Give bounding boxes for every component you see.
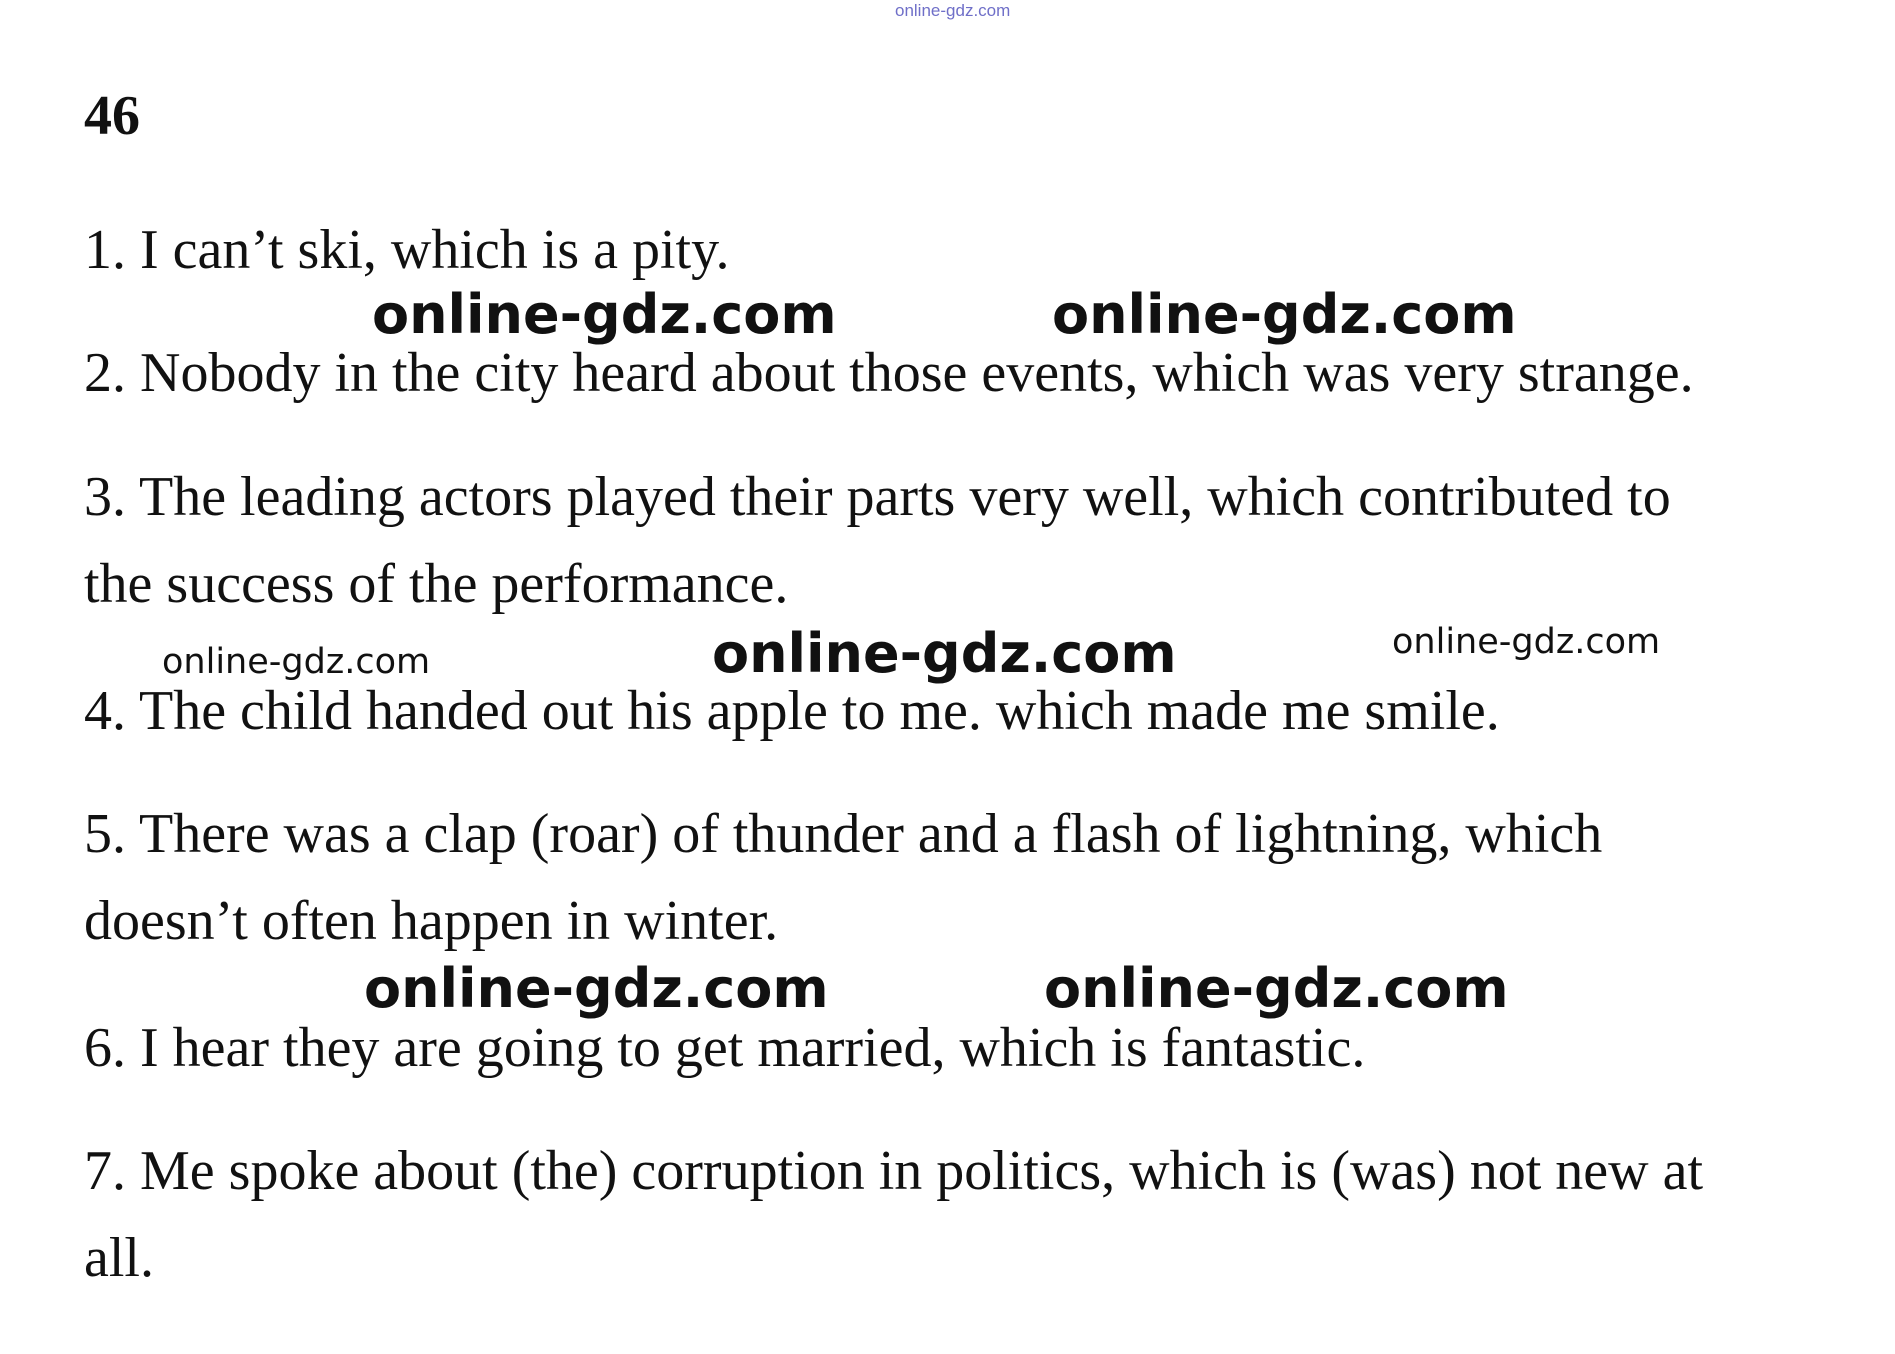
- watermark-text: online-gdz.com: [1052, 283, 1517, 346]
- answer-6-line-1: 6. I hear they are going to get married, which is fantastic.: [84, 1017, 1366, 1079]
- answer-7-line-2: all.: [84, 1227, 154, 1289]
- top-watermark: online-gdz.com: [895, 1, 1011, 20]
- answer-5-line-1: 5. There was a clap (roar) of thunder and a flash of lightning, which: [84, 803, 1603, 865]
- watermark-text: online-gdz.com: [364, 957, 829, 1020]
- answer-3-line-1: 3. The leading actors played their parts very well, which contributed to: [84, 466, 1671, 528]
- page-number: 46: [84, 85, 140, 147]
- watermark-text: online-gdz.com: [1392, 622, 1661, 662]
- watermark-text: online-gdz.com: [1044, 957, 1509, 1020]
- watermark-text: online-gdz.com: [372, 283, 837, 346]
- answer-5-line-2: doesn’t often happen in winter.: [84, 890, 779, 952]
- answer-1-line-1: 1. I can’t ski, which is a pity.: [84, 219, 730, 281]
- answer-4-line-1: 4. The child handed out his apple to me. which made me smile.: [84, 680, 1500, 742]
- watermark-text: online-gdz.com: [712, 622, 1177, 685]
- answer-2-line-1: 2. Nobody in the city heard about those events, which was very strange.: [84, 342, 1694, 404]
- watermark-text: online-gdz.com: [162, 642, 431, 682]
- answer-7-line-1: 7. Me spoke about (the) corruption in politics, which is (was) not new at: [84, 1140, 1703, 1202]
- answer-3-line-2: the success of the performance.: [84, 553, 789, 615]
